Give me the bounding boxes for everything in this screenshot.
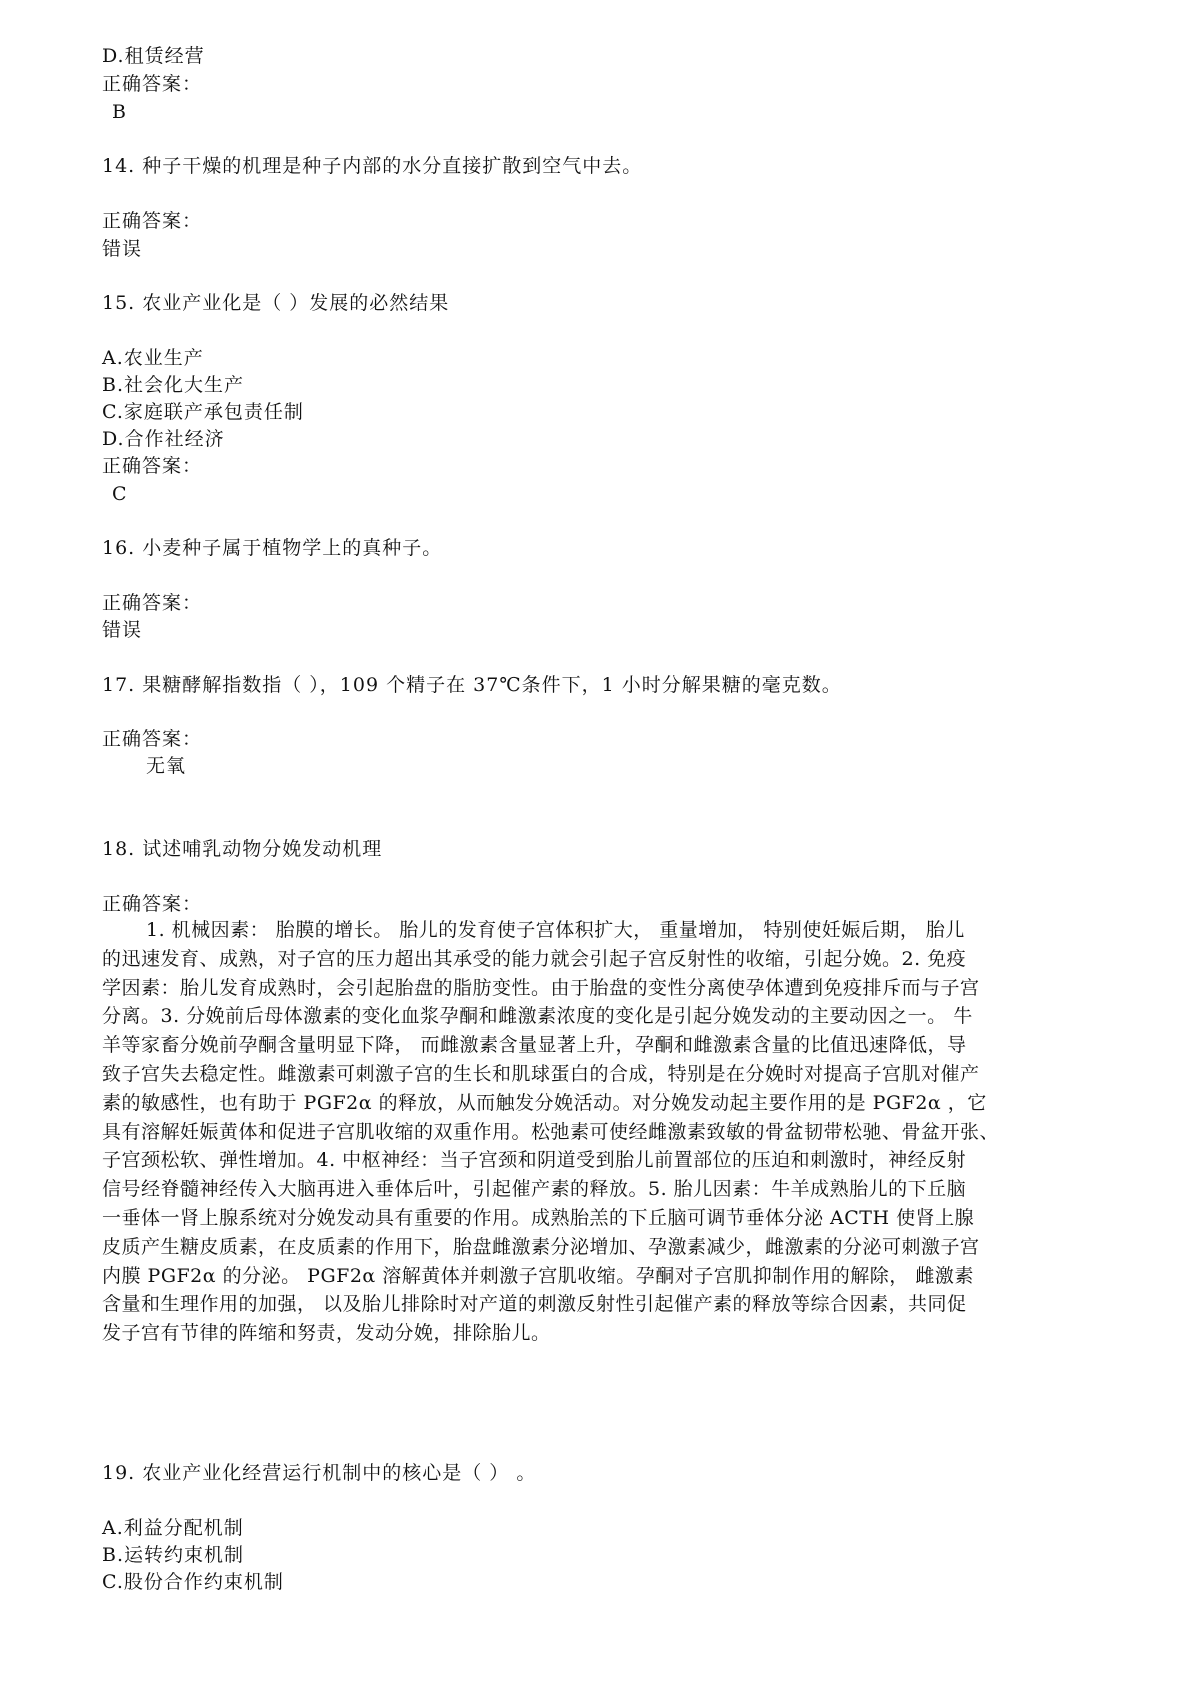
q18-answer-line: 一垂体一肾上腺系统对分娩发动具有重要的作用。成熟胎羔的下丘脑可调节垂体分泌 ACTH 使肾上腺	[102, 1206, 975, 1229]
q18-answer-line: 具有溶解妊娠黄体和促进子宫肌收缩的双重作用。松弛素可使经雌激素致敏的骨盆韧带松驰、骨盆开张、	[102, 1120, 1000, 1143]
q13-answer-label: 正确答案：	[102, 73, 203, 95]
q19-option-c: C.股份合作约束机制	[102, 1571, 284, 1593]
q13-answer: B	[112, 101, 127, 123]
q15-answer-label: 正确答案：	[102, 455, 203, 477]
q19-question: 19. 农业产业化经营运行机制中的核心是（ ） 。	[102, 1462, 537, 1484]
q15-option-c: C.家庭联产承包责任制	[102, 401, 304, 423]
q15-option-a: A.农业生产	[102, 347, 204, 369]
q17-question: 17. 果糖酵解指数指（ ），109 个精子在 37℃条件下，1 小时分解果糖的毫克数。	[102, 674, 842, 696]
q18-answer-label: 正确答案：	[102, 893, 203, 915]
q18-answer-line: 的迅速发育、成熟，对子宫的压力超出其承受的能力就会引起子宫反射性的收缩，引起分娩。2. 免疫	[102, 947, 967, 970]
q18-answer-line: 皮质产生糖皮质素，在皮质素的作用下，胎盘雌激素分泌增加、孕激素减少，雌激素的分泌可刺激子宫	[102, 1235, 980, 1258]
q16-answer: 错误	[102, 619, 143, 641]
q18-answer-line: 发子宫有节律的阵缩和努责，发动分娩，排除胎儿。	[102, 1322, 551, 1345]
q18-answer-paragraph	[102, 916, 1094, 1348]
q18-answer-line: 子宫颈松软、弹性增加。4. 中枢神经：当子宫颈和阴道受到胎儿前置部位的压迫和刺激时，神经反射	[102, 1149, 967, 1172]
q18-answer-line: 羊等家畜分娩前孕酮含量明显下降， 而雌激素含量显著上升，孕酮和雌激素含量的比值迅速降低，导	[102, 1034, 967, 1057]
q15-question: 15. 农业产业化是（ ）发展的必然结果	[102, 292, 450, 314]
q15-answer: C	[112, 483, 128, 505]
q18-answer-line: 1. 机械因素： 胎膜的增长。 胎儿的发育使子宫体积扩大， 重量增加， 特别使妊娠后期， 胎儿	[146, 919, 965, 941]
q17-answer: 无氧	[146, 755, 187, 777]
q14-question: 14. 种子干燥的机理是种子内部的水分直接扩散到空气中去。	[102, 155, 643, 177]
q19-option-a: A.利益分配机制	[102, 1517, 244, 1539]
q14-answer-label: 正确答案：	[102, 210, 203, 232]
q18-answer-line: 分离。3. 分娩前后母体激素的变化血浆孕酮和雌激素浓度的变化是引起分娩发动的主要动因之一。 牛	[102, 1005, 973, 1028]
q13-option-d: D.租赁经营	[102, 45, 205, 67]
q15-option-d: D.合作社经济	[102, 428, 225, 450]
q16-answer-label: 正确答案：	[102, 592, 203, 614]
q18-answer-line: 素的敏感性，也有助于 PGF2α 的释放，从而触发分娩活动。对分娩发动起主要作用的是 PGF2α ，它	[102, 1091, 987, 1114]
q18-answer-line: 信号经脊髓神经传入大脑再进入垂体后叶，引起催产素的释放。5. 胎儿因素：牛羊成熟胎儿的下丘脑	[102, 1178, 967, 1201]
q18-answer-line: 致子宫失去稳定性。雌激素可刺激子宫的生长和肌球蛋白的合成，特别是在分娩时对提高子宫肌对催产	[102, 1062, 980, 1085]
q19-option-b: B.运转约束机制	[102, 1544, 245, 1566]
q18-answer-line: 含量和生理作用的加强， 以及胎儿排除时对产道的刺激反射性引起催产素的释放等综合因素，共同促	[102, 1293, 967, 1316]
q14-answer: 错误	[102, 238, 143, 260]
q18-answer-line: 内膜 PGF2α 的分泌。 PGF2α 溶解黄体并刺激子宫肌收缩。孕酮对子宫肌抑制作用的解除， 雌激素	[102, 1264, 974, 1287]
q18-question: 18. 试述哺乳动物分娩发动机理	[102, 838, 383, 860]
q15-option-b: B.社会化大生产	[102, 374, 245, 396]
q16-question: 16. 小麦种子属于植物学上的真种子。	[102, 537, 443, 559]
q17-answer-label: 正确答案：	[102, 728, 203, 750]
q18-answer-line: 学因素：胎儿发育成熟时，会引起胎盘的脂肪变性。由于胎盘的变性分离使孕体遭到免疫排斥而与子宫	[102, 976, 980, 999]
